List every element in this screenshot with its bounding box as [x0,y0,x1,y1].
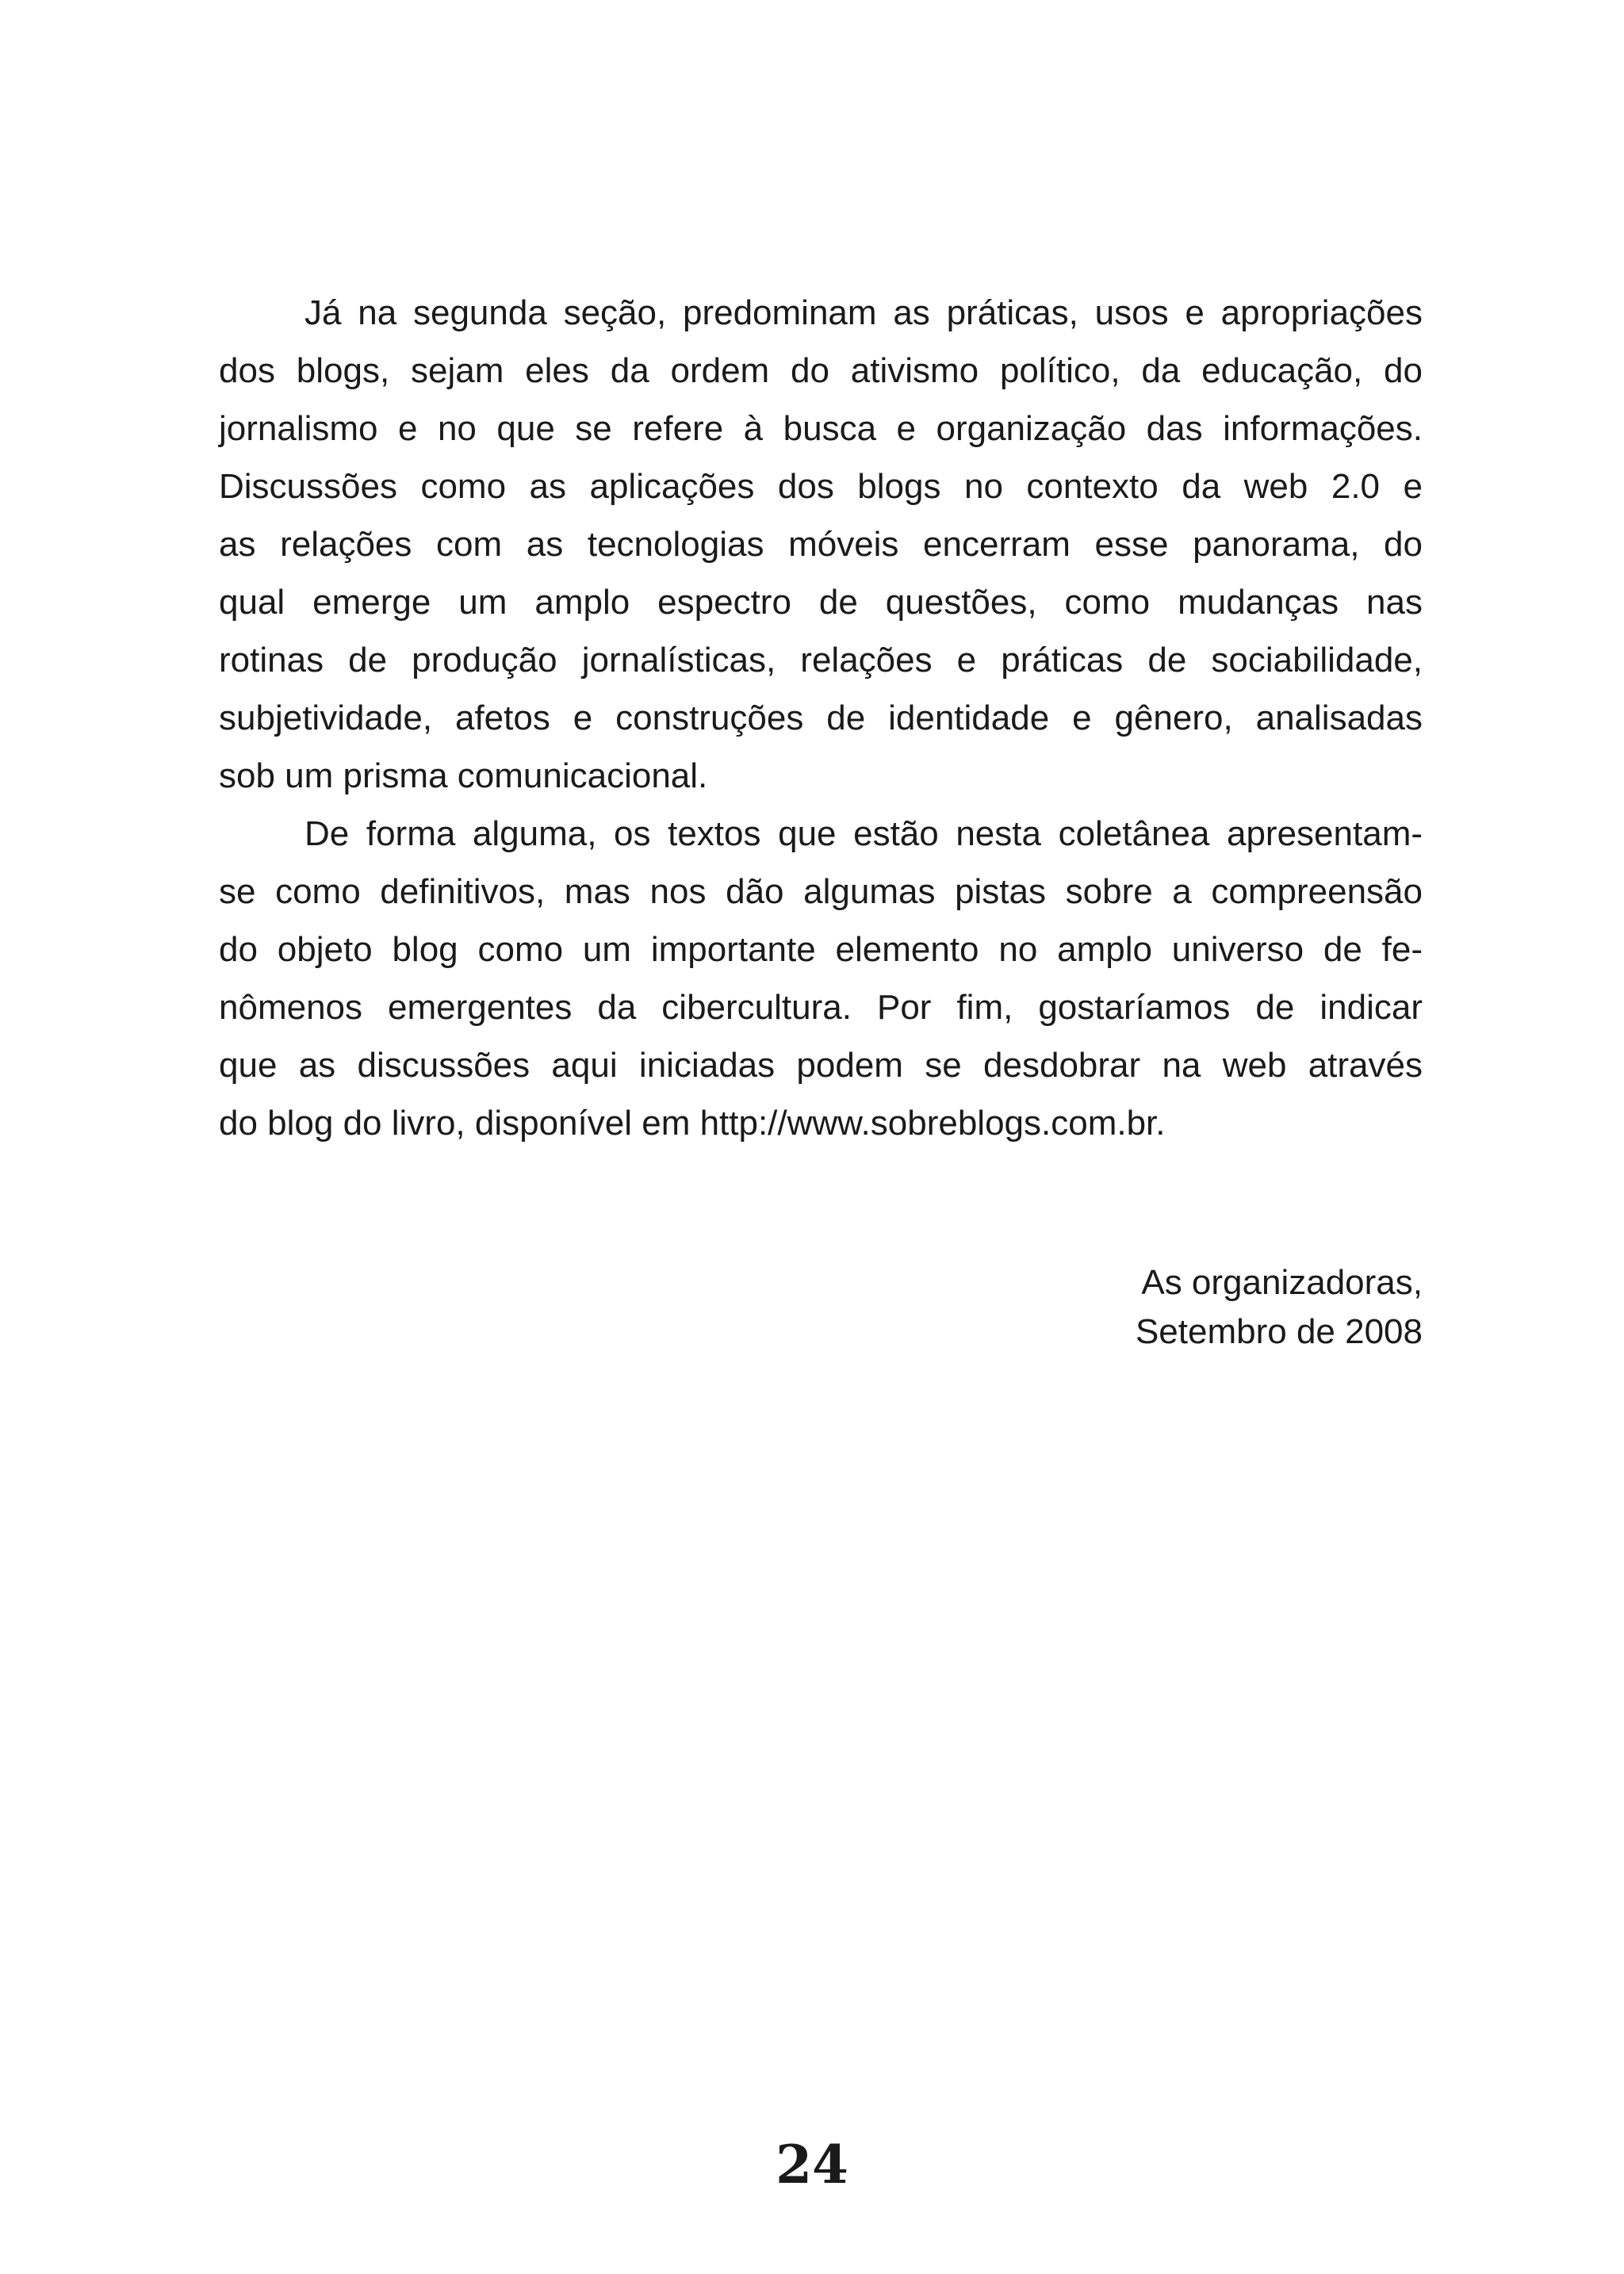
signature-date: Setembro de 2008 [1135,1312,1423,1351]
paragraph-line: do blog do livro, disponível em http://www.sobreblogs.com.br. [219,1104,1166,1143]
paragraph-line: subjetividade, afetos e construções de identidade e gênero, analisadas [219,699,1423,737]
paragraph-2 [219,805,1423,1152]
paragraph-line: se como definitivos, mas nos dão algumas pistas sobre a compreensão [219,872,1423,911]
paragraph-line: De forma alguma, os textos que estão nesta coletânea apresentam- [304,814,1423,853]
paragraph-line: Já na segunda seção, predominam as práticas, usos e apropriações [304,293,1423,332]
paragraph-1 [219,284,1423,805]
paragraph-line: Discussões como as aplicações dos blogs no contexto da web 2.0 e [219,467,1423,506]
paragraph-line: dos blogs, sejam eles da ordem do ativismo político, da educação, do [219,351,1423,390]
paragraph-line: que as discussões aqui iniciadas podem se desdobrar na web através [219,1046,1423,1085]
signature-block [1136,1258,1423,1357]
body-text [219,284,1423,1152]
paragraph-line: sob um prisma comunicacional. [219,756,708,795]
paragraph-line: nômenos emergentes da cibercultura. Por fim, gostaríamos de indicar [219,988,1423,1027]
page-number: 24 [776,2134,848,2196]
paragraph-line: rotinas de produção jornalísticas, relações e práticas de sociabilidade, [219,641,1423,680]
paragraph-line: qual emerge um amplo espectro de questões, como mudanças nas [219,583,1423,622]
paragraph-line: do objeto blog como um importante elemento no amplo universo de fe- [219,930,1423,969]
signature-authors: As organizadoras, [1141,1263,1423,1302]
paragraph-line: as relações com as tecnologias móveis encerram esse panorama, do [219,525,1423,564]
paragraph-line: jornalismo e no que se refere à busca e organização das informações. [219,409,1423,448]
